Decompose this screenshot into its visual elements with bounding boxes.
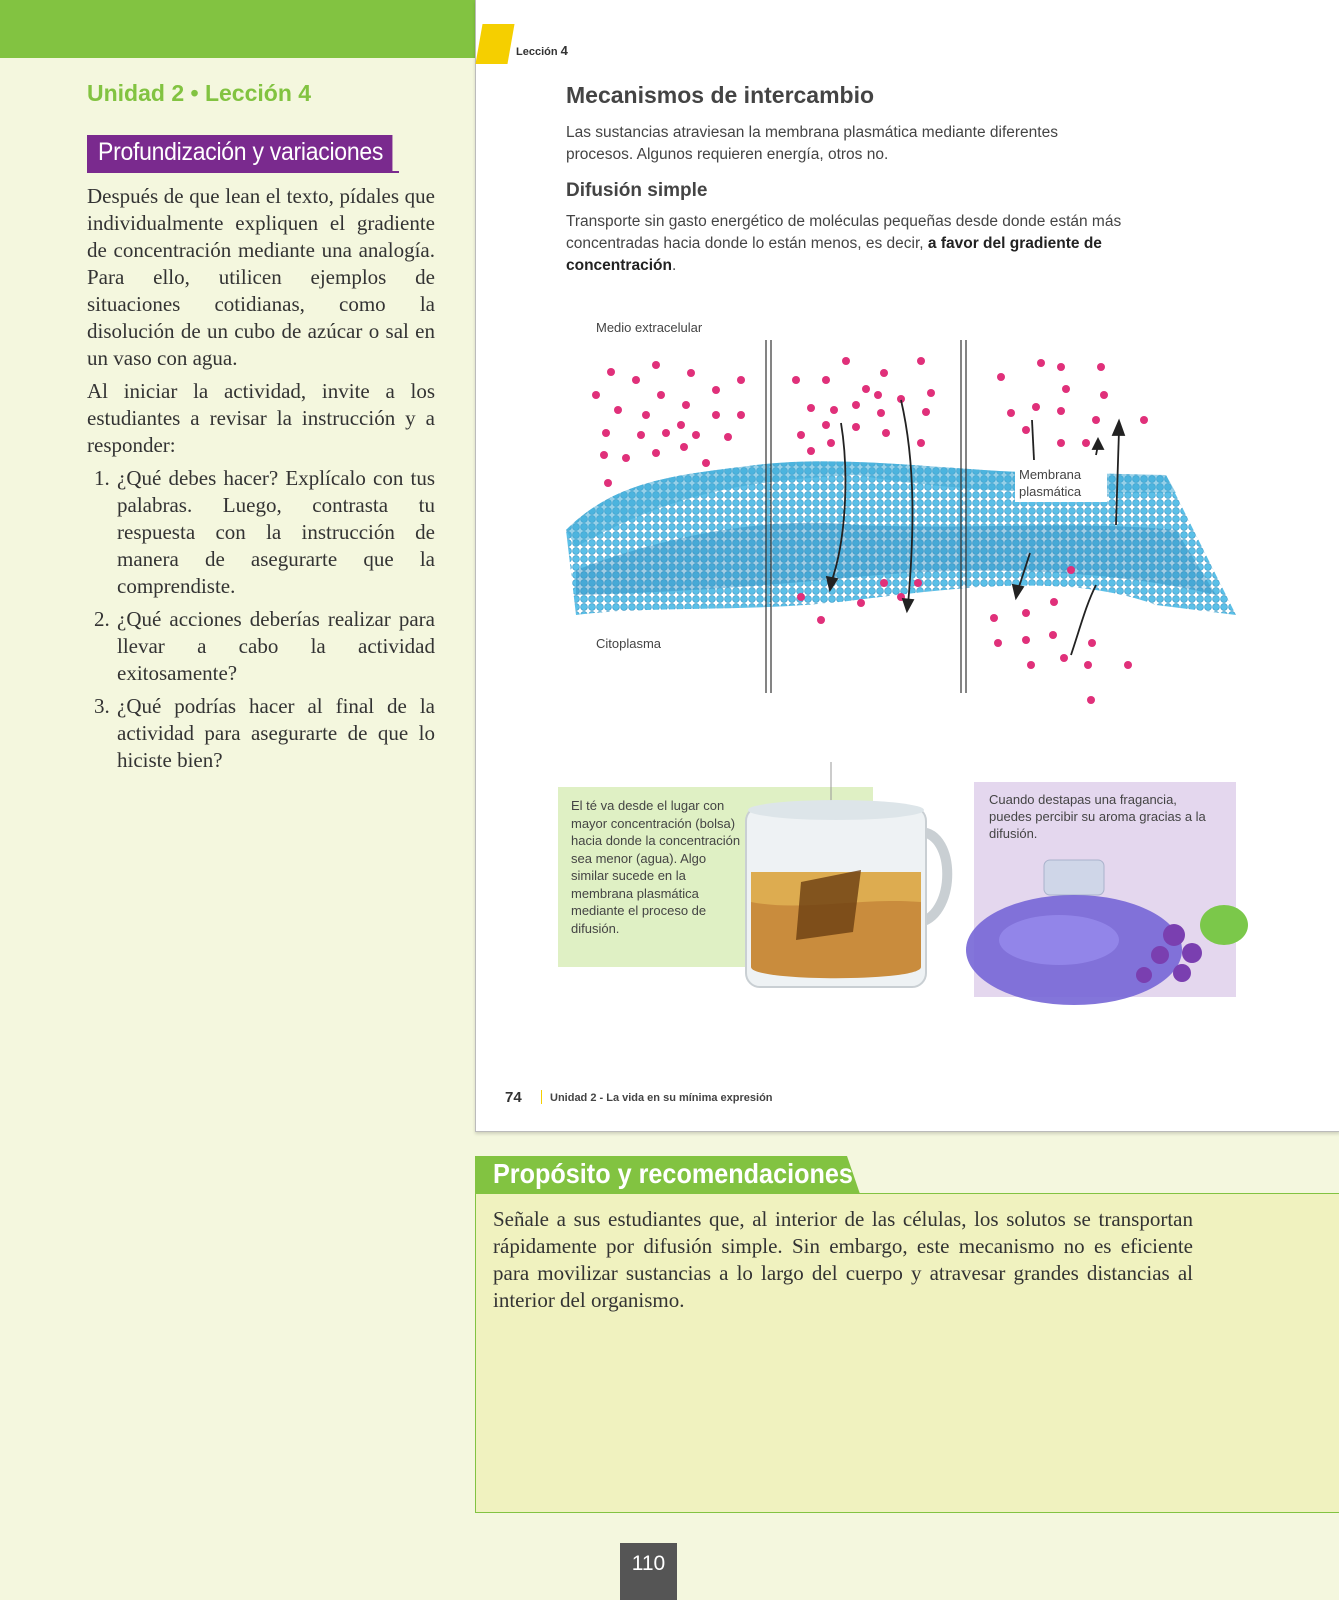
purpose-text: Señale a sus estudiantes que, al interior de las células, los solutos se transportan rápidamente por difusión simple. Sin embargo, este mecanismo no es eficiente para movilizar sustancias a lo largo del cuerpo y atravesar grandes distancias al interior del organismo.	[493, 1207, 1193, 1312]
lesson-number: 4	[560, 43, 568, 58]
lesson-label: Lección 4	[516, 43, 568, 58]
question-list	[87, 465, 435, 774]
membrane-diagram	[556, 315, 1256, 725]
tea-caption: El té va desde el lugar con mayor concentración (bolsa) hacia donde la concentración sea menor (agua). Algo similar sucede en la membrana plasmática mediante el proceso de difusión.	[571, 798, 741, 936]
top-green-bar	[0, 0, 476, 58]
teacher-notes-column	[87, 80, 435, 780]
page-number: 110	[620, 1543, 677, 1600]
textbook-page-preview	[475, 0, 1339, 1132]
footer-page-number: 74	[505, 1089, 522, 1106]
purpose-heading: Propósito y recomendaciones	[493, 1158, 853, 1189]
lesson-tag-marker	[475, 24, 514, 64]
question-item: 1. ¿Qué debes hacer? Explícalo con tus palabras. Luego, contrasta tu respuesta con la instrucción de manera de asegurarte que la comprendiste.	[115, 465, 435, 600]
description: Transporte sin gasto energético de moléculas pequeñas desde donde están más concentradas hacia donde lo están menos, es decir, a favor del gradiente de concentración.	[566, 213, 1122, 274]
label-membrane: Membrana plasmática	[1015, 464, 1107, 502]
page-title: Mecanismos de intercambio	[566, 82, 875, 108]
footer-text: Unidad 2 - La vida en su mínima expresión	[550, 1092, 773, 1104]
section-heading-wrap	[87, 135, 399, 173]
perfume-bottle-illustration	[964, 855, 1249, 1005]
question-item: 2. ¿Qué acciones deberías realizar para llevar a cabo la actividad exitosamente?	[115, 606, 435, 687]
unit-lesson-title: Unidad 2 • Lección 4	[87, 80, 312, 106]
paragraph-2: Al iniciar la actividad, invite a los estudiantes a revisar la instrucción y a responder:	[87, 379, 435, 457]
label-cytoplasm: Citoplasma	[596, 636, 662, 651]
footer-divider	[541, 1090, 542, 1104]
perfume-caption: Cuando destapas una fragancia, puedes percibir su aroma gracias a la difusión.	[989, 792, 1206, 841]
paragraph-1: Después de que lean el texto, pídales que individualmente expliquen el gradiente de concentración mediante una analogía. Para ello, utilicen ejemplos de situaciones cotidianas, como la disolución de un cubo de azúcar o sal en un vaso con agua.	[87, 184, 435, 370]
description-bold: a favor del gradiente de concentración	[566, 235, 1102, 274]
page-intro: Las sustancias atraviesan la membrana plasmática mediante diferentes procesos. Algunos requieren energía, otros no.	[566, 124, 1058, 163]
section-heading: Profundización y variaciones	[87, 135, 392, 171]
subtitle: Difusión simple	[566, 180, 708, 201]
question-item: 3. ¿Qué podrías hacer al final de la actividad para asegurarte de que lo hiciste bien?	[115, 693, 435, 774]
label-extracellular: Medio extracelular	[596, 320, 703, 335]
tea-cup-illustration	[741, 762, 981, 992]
